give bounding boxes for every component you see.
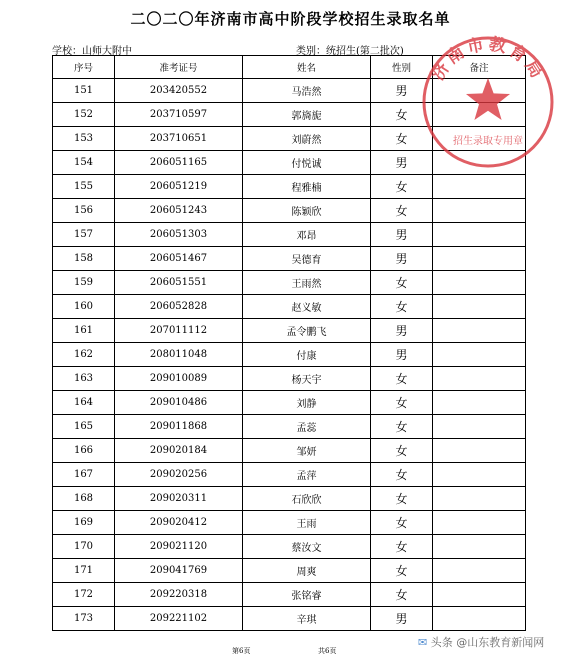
table-row xyxy=(53,295,526,319)
cell-name: 程雅楠 xyxy=(243,175,371,199)
cell-number: 160 xyxy=(53,295,115,319)
cell-name: 孟令鹏飞 xyxy=(243,319,371,343)
cell-name: 邓昂 xyxy=(243,223,371,247)
page-number-total: 共6页 xyxy=(318,647,337,655)
header-name: 姓名 xyxy=(243,56,371,79)
cell-gender: 女 xyxy=(371,583,433,607)
cell-exam-id: 208011048 xyxy=(115,343,243,367)
cell-exam-id: 206051551 xyxy=(115,271,243,295)
cell-exam-id: 206051467 xyxy=(115,247,243,271)
cell-note xyxy=(433,343,526,367)
table-row xyxy=(53,223,526,247)
cell-gender: 男 xyxy=(371,319,433,343)
header-note: 备注 xyxy=(433,56,526,79)
cell-number: 152 xyxy=(53,103,115,127)
cell-gender: 男 xyxy=(371,223,433,247)
page-number-current: 第6页 xyxy=(232,647,251,655)
table-row xyxy=(53,271,526,295)
cell-exam-id: 209011868 xyxy=(115,415,243,439)
cell-gender: 女 xyxy=(371,127,433,151)
cell-gender: 女 xyxy=(371,487,433,511)
cell-note xyxy=(433,247,526,271)
cell-name: 孟蕊 xyxy=(243,415,371,439)
cell-number: 172 xyxy=(53,583,115,607)
cell-exam-id: 206052828 xyxy=(115,295,243,319)
cell-exam-id: 206051219 xyxy=(115,175,243,199)
cell-name: 马浩然 xyxy=(243,79,371,103)
cell-number: 151 xyxy=(53,79,115,103)
cell-number: 161 xyxy=(53,319,115,343)
cell-number: 170 xyxy=(53,535,115,559)
cell-gender: 女 xyxy=(371,199,433,223)
cell-gender: 男 xyxy=(371,151,433,175)
cell-exam-id: 209041769 xyxy=(115,559,243,583)
cell-note xyxy=(433,367,526,391)
cell-number: 164 xyxy=(53,391,115,415)
document-title: 二〇二〇年济南市高中阶段学校招生录取名单 xyxy=(130,10,451,28)
table-row xyxy=(53,487,526,511)
cell-exam-id: 206051243 xyxy=(115,199,243,223)
cell-name: 蔡汝文 xyxy=(243,535,371,559)
table-row xyxy=(53,583,526,607)
cell-note xyxy=(433,295,526,319)
cell-number: 156 xyxy=(53,199,115,223)
cell-gender: 男 xyxy=(371,247,433,271)
table-row xyxy=(53,535,526,559)
cell-gender: 女 xyxy=(371,175,433,199)
cell-name: 张铭睿 xyxy=(243,583,371,607)
category-label: 类别：统招生(第二批次) xyxy=(296,46,404,57)
table-row xyxy=(53,415,526,439)
cell-note xyxy=(433,415,526,439)
cell-name: 孟萍 xyxy=(243,463,371,487)
cell-number: 171 xyxy=(53,559,115,583)
cell-name: 陈颖欣 xyxy=(243,199,371,223)
cell-number: 167 xyxy=(53,463,115,487)
cell-number: 159 xyxy=(53,271,115,295)
cell-note xyxy=(433,511,526,535)
cell-gender: 女 xyxy=(371,367,433,391)
cell-exam-id: 206051303 xyxy=(115,223,243,247)
cell-exam-id: 209221102 xyxy=(115,607,243,631)
cell-gender: 男 xyxy=(371,79,433,103)
cell-note xyxy=(433,607,526,631)
cell-name: 王雨然 xyxy=(243,271,371,295)
header-gender: 性别 xyxy=(371,56,433,79)
cell-name: 郭旖旎 xyxy=(243,103,371,127)
header-exam-id: 准考证号 xyxy=(115,56,243,79)
cell-note xyxy=(433,271,526,295)
cell-number: 168 xyxy=(53,487,115,511)
cell-name: 刘静 xyxy=(243,391,371,415)
cell-note xyxy=(433,439,526,463)
table-row xyxy=(53,439,526,463)
table-row xyxy=(53,247,526,271)
cell-note xyxy=(433,175,526,199)
cell-exam-id: 203420552 xyxy=(115,79,243,103)
cell-exam-id: 207011112 xyxy=(115,319,243,343)
cell-note xyxy=(433,487,526,511)
cell-gender: 女 xyxy=(371,559,433,583)
cell-note xyxy=(433,319,526,343)
cell-exam-id: 209021120 xyxy=(115,535,243,559)
cell-name: 周爽 xyxy=(243,559,371,583)
cell-gender: 女 xyxy=(371,511,433,535)
cell-gender: 女 xyxy=(371,535,433,559)
cell-exam-id: 203710597 xyxy=(115,103,243,127)
cell-number: 157 xyxy=(53,223,115,247)
cell-gender: 男 xyxy=(371,343,433,367)
table-row xyxy=(53,463,526,487)
table-row xyxy=(53,391,526,415)
cell-number: 162 xyxy=(53,343,115,367)
cell-name: 石欣欣 xyxy=(243,487,371,511)
cell-note xyxy=(433,559,526,583)
cell-exam-id: 209020412 xyxy=(115,511,243,535)
watermark xyxy=(418,634,544,650)
cell-name: 刘蔚然 xyxy=(243,127,371,151)
cell-gender: 女 xyxy=(371,271,433,295)
cell-number: 165 xyxy=(53,415,115,439)
cell-number: 153 xyxy=(53,127,115,151)
cell-exam-id: 209220318 xyxy=(115,583,243,607)
official-seal xyxy=(418,32,558,172)
cell-number: 173 xyxy=(53,607,115,631)
cell-number: 158 xyxy=(53,247,115,271)
cell-number: 163 xyxy=(53,367,115,391)
table-row xyxy=(53,559,526,583)
cell-note xyxy=(433,583,526,607)
cell-exam-id: 203710651 xyxy=(115,127,243,151)
table-row xyxy=(53,607,526,631)
cell-note xyxy=(433,199,526,223)
table-row xyxy=(53,199,526,223)
cell-exam-id: 209020184 xyxy=(115,439,243,463)
table-row xyxy=(53,175,526,199)
cell-number: 169 xyxy=(53,511,115,535)
wechat-icon: ✉ xyxy=(418,636,428,649)
cell-exam-id: 206051165 xyxy=(115,151,243,175)
cell-gender: 女 xyxy=(371,391,433,415)
cell-note xyxy=(433,535,526,559)
cell-name: 辛琪 xyxy=(243,607,371,631)
cell-gender: 女 xyxy=(371,463,433,487)
cell-gender: 女 xyxy=(371,439,433,463)
table-row xyxy=(53,367,526,391)
cell-name: 吴德育 xyxy=(243,247,371,271)
school-label: 学校：山师大附中 xyxy=(52,46,132,57)
cell-gender: 女 xyxy=(371,103,433,127)
cell-gender: 女 xyxy=(371,415,433,439)
cell-exam-id: 209020311 xyxy=(115,487,243,511)
cell-exam-id: 209020256 xyxy=(115,463,243,487)
cell-exam-id: 209010089 xyxy=(115,367,243,391)
table-row xyxy=(53,511,526,535)
cell-name: 赵义敏 xyxy=(243,295,371,319)
cell-number: 155 xyxy=(53,175,115,199)
seal-star xyxy=(466,78,510,120)
cell-name: 邹妍 xyxy=(243,439,371,463)
cell-name: 王雨 xyxy=(243,511,371,535)
watermark-text: 头条 @山东教育新闻网 xyxy=(430,636,545,649)
cell-name: 杨天宇 xyxy=(243,367,371,391)
cell-name: 付悦诚 xyxy=(243,151,371,175)
seal-text: 济南市教育局 xyxy=(427,34,549,85)
cell-note xyxy=(433,391,526,415)
header-number: 序号 xyxy=(53,56,115,79)
table-row xyxy=(53,319,526,343)
cell-exam-id: 209010486 xyxy=(115,391,243,415)
cell-note xyxy=(433,463,526,487)
cell-gender: 男 xyxy=(371,607,433,631)
seal-subtext: 招生录取专用章 xyxy=(453,136,523,147)
cell-number: 154 xyxy=(53,151,115,175)
table-row xyxy=(53,343,526,367)
cell-number: 166 xyxy=(53,439,115,463)
cell-name: 付康 xyxy=(243,343,371,367)
cell-note xyxy=(433,223,526,247)
cell-gender: 女 xyxy=(371,295,433,319)
